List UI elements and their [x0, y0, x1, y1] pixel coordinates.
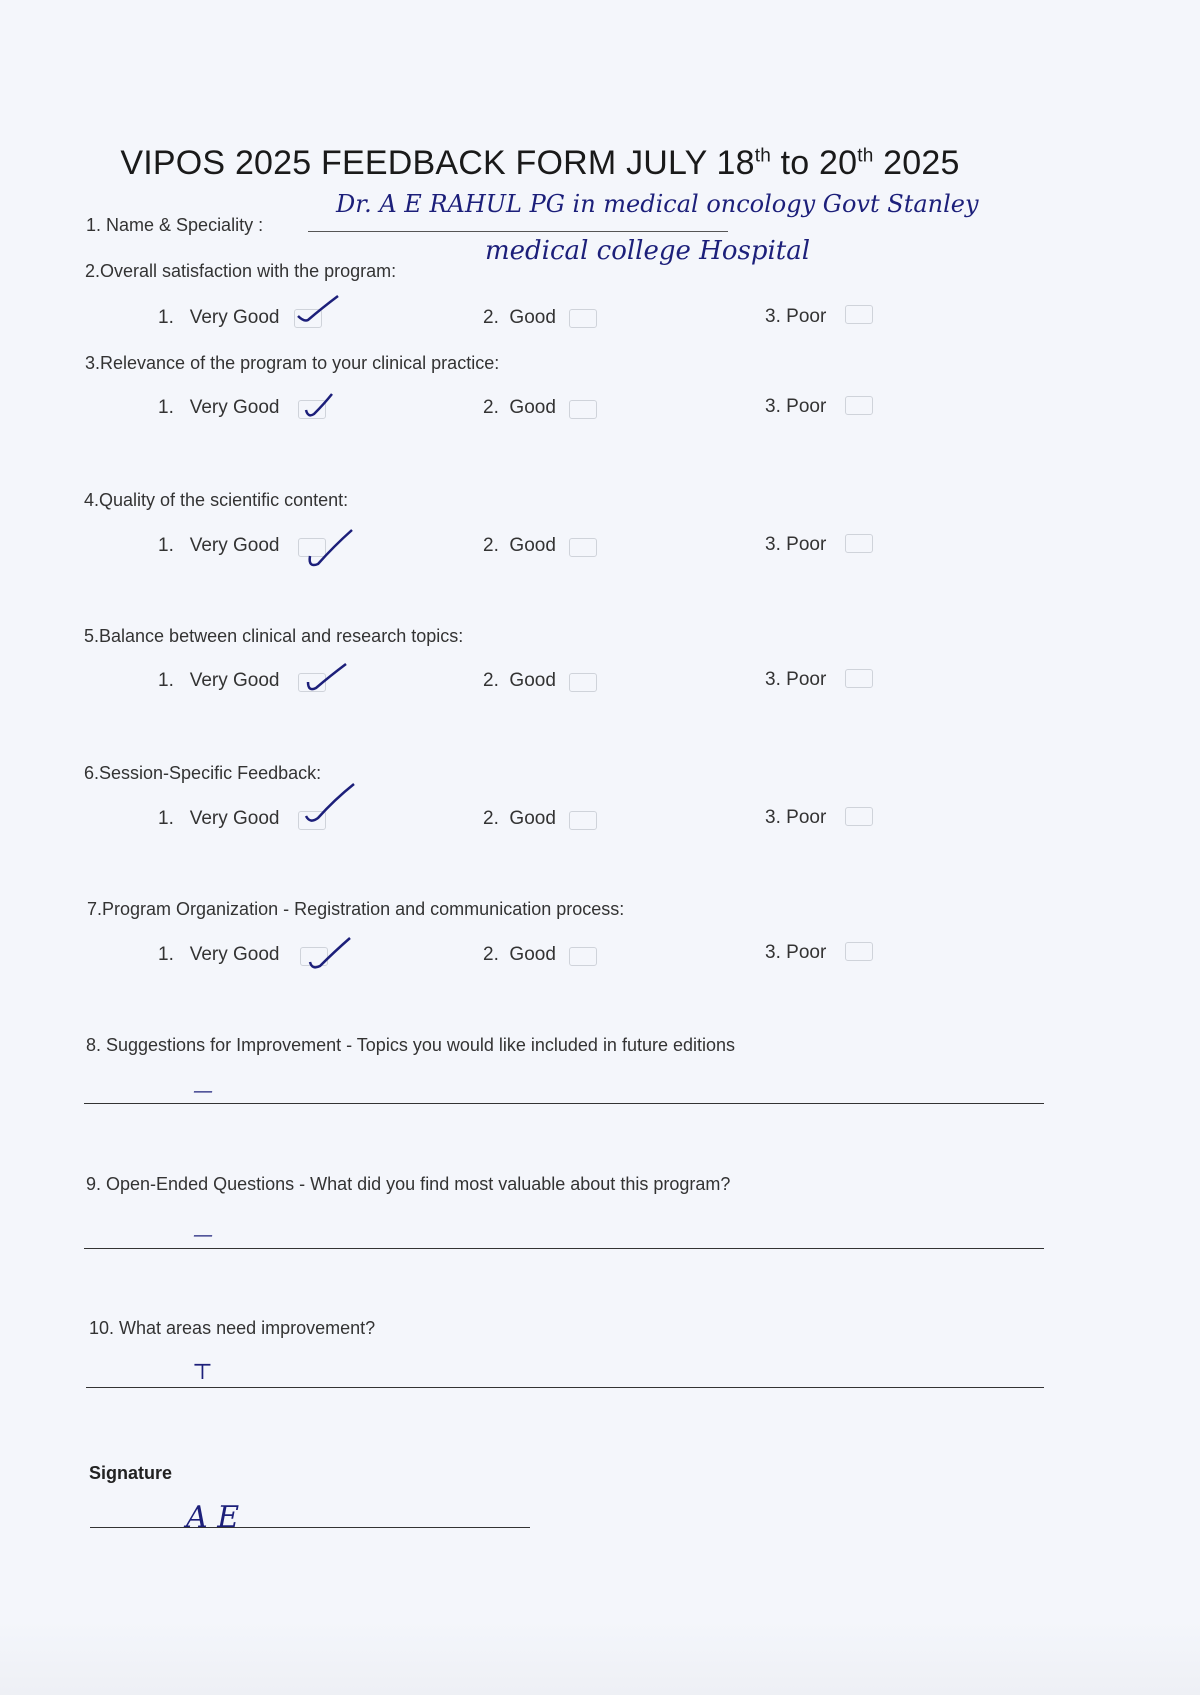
signature-label: Signature: [89, 1463, 173, 1483]
question-8-label: 8. Suggestions for Improvement - Topics you would like included in future editions: [86, 1035, 736, 1055]
q5-poor-checkbox[interactable]: [845, 669, 873, 688]
q2-option-good[interactable]: 2. Good: [483, 307, 556, 328]
q3-good-checkbox[interactable]: [569, 400, 597, 419]
name-speciality-line: [308, 231, 728, 232]
q6-check-mark-icon: [300, 780, 360, 828]
q2-check-mark-icon: [294, 292, 344, 328]
question-2-label: 2.Overall satisfaction with the program:: [85, 261, 397, 281]
q4-option-poor[interactable]: 3. Poor: [765, 534, 827, 555]
q2-good-checkbox[interactable]: [569, 309, 597, 328]
q7-option-very-good[interactable]: 1. Very Good: [158, 944, 280, 965]
q6-good-checkbox[interactable]: [569, 811, 597, 830]
q4-option-good[interactable]: 2. Good: [483, 535, 556, 556]
q4-check-mark-icon: [304, 526, 358, 570]
question-4-label: 4.Quality of the scientific content:: [84, 490, 349, 510]
q6-option-very-good[interactable]: 1. Very Good: [158, 808, 280, 829]
q5-good-checkbox[interactable]: [569, 673, 597, 692]
q7-check-mark-icon: [304, 934, 356, 972]
q6-option-poor[interactable]: 3. Poor: [765, 807, 827, 828]
q9-answer-line: [84, 1248, 1044, 1249]
q5-option-good[interactable]: 2. Good: [483, 670, 556, 691]
q6-option-good[interactable]: 2. Good: [483, 808, 556, 829]
q8-answer[interactable]: —: [193, 1078, 213, 1102]
q2-poor-checkbox[interactable]: [845, 305, 873, 324]
q4-good-checkbox[interactable]: [569, 538, 597, 557]
q9-answer[interactable]: —: [193, 1222, 213, 1246]
q4-option-very-good[interactable]: 1. Very Good: [158, 535, 280, 556]
name-speciality-label: 1. Name & Speciality :: [86, 215, 264, 235]
question-3-label: 3.Relevance of the program to your clinical practice:: [85, 353, 500, 373]
q3-check-mark-icon: [300, 388, 340, 422]
q3-poor-checkbox[interactable]: [845, 396, 873, 415]
q2-option-very-good[interactable]: 1. Very Good: [158, 307, 280, 328]
question-7-label: 7.Program Organization - Registration and communication process:: [87, 899, 625, 919]
q3-option-good[interactable]: 2. Good: [483, 397, 556, 418]
name-speciality-answer[interactable]: Dr. A E RAHUL PG in medical oncology Govt Stanley: [336, 190, 979, 218]
signature-line: [90, 1527, 530, 1528]
question-5-label: 5.Balance between clinical and research topics:: [84, 626, 464, 646]
question-10-label: 10. What areas need improvement?: [89, 1318, 376, 1338]
q6-poor-checkbox[interactable]: [845, 807, 873, 826]
name-speciality-answer-line2: medical college Hospital: [485, 236, 811, 266]
q5-option-very-good[interactable]: 1. Very Good: [158, 670, 280, 691]
q3-option-poor[interactable]: 3. Poor: [765, 396, 827, 417]
q4-poor-checkbox[interactable]: [845, 534, 873, 553]
q7-option-poor[interactable]: 3. Poor: [765, 942, 827, 963]
q10-answer-line: [86, 1387, 1044, 1388]
q3-option-very-good[interactable]: 1. Very Good: [158, 397, 280, 418]
q10-answer[interactable]: ⊤: [192, 1360, 213, 1385]
signature-handwritten[interactable]: A E: [186, 1500, 240, 1535]
question-9-label: 9. Open-Ended Questions - What did you find most valuable about this program?: [86, 1174, 731, 1194]
q7-good-checkbox[interactable]: [569, 947, 597, 966]
q2-option-poor[interactable]: 3. Poor: [765, 306, 827, 327]
q7-option-good[interactable]: 2. Good: [483, 944, 556, 965]
scan-bottom-shadow: [0, 1620, 1200, 1695]
q7-poor-checkbox[interactable]: [845, 942, 873, 961]
form-title: VIPOS 2025 FEEDBACK FORM JULY 18th to 20th 2025: [120, 144, 960, 182]
question-6-label: 6.Session-Specific Feedback:: [84, 763, 322, 783]
q8-answer-line: [84, 1103, 1044, 1104]
q5-check-mark-icon: [302, 660, 352, 696]
q5-option-poor[interactable]: 3. Poor: [765, 669, 827, 690]
